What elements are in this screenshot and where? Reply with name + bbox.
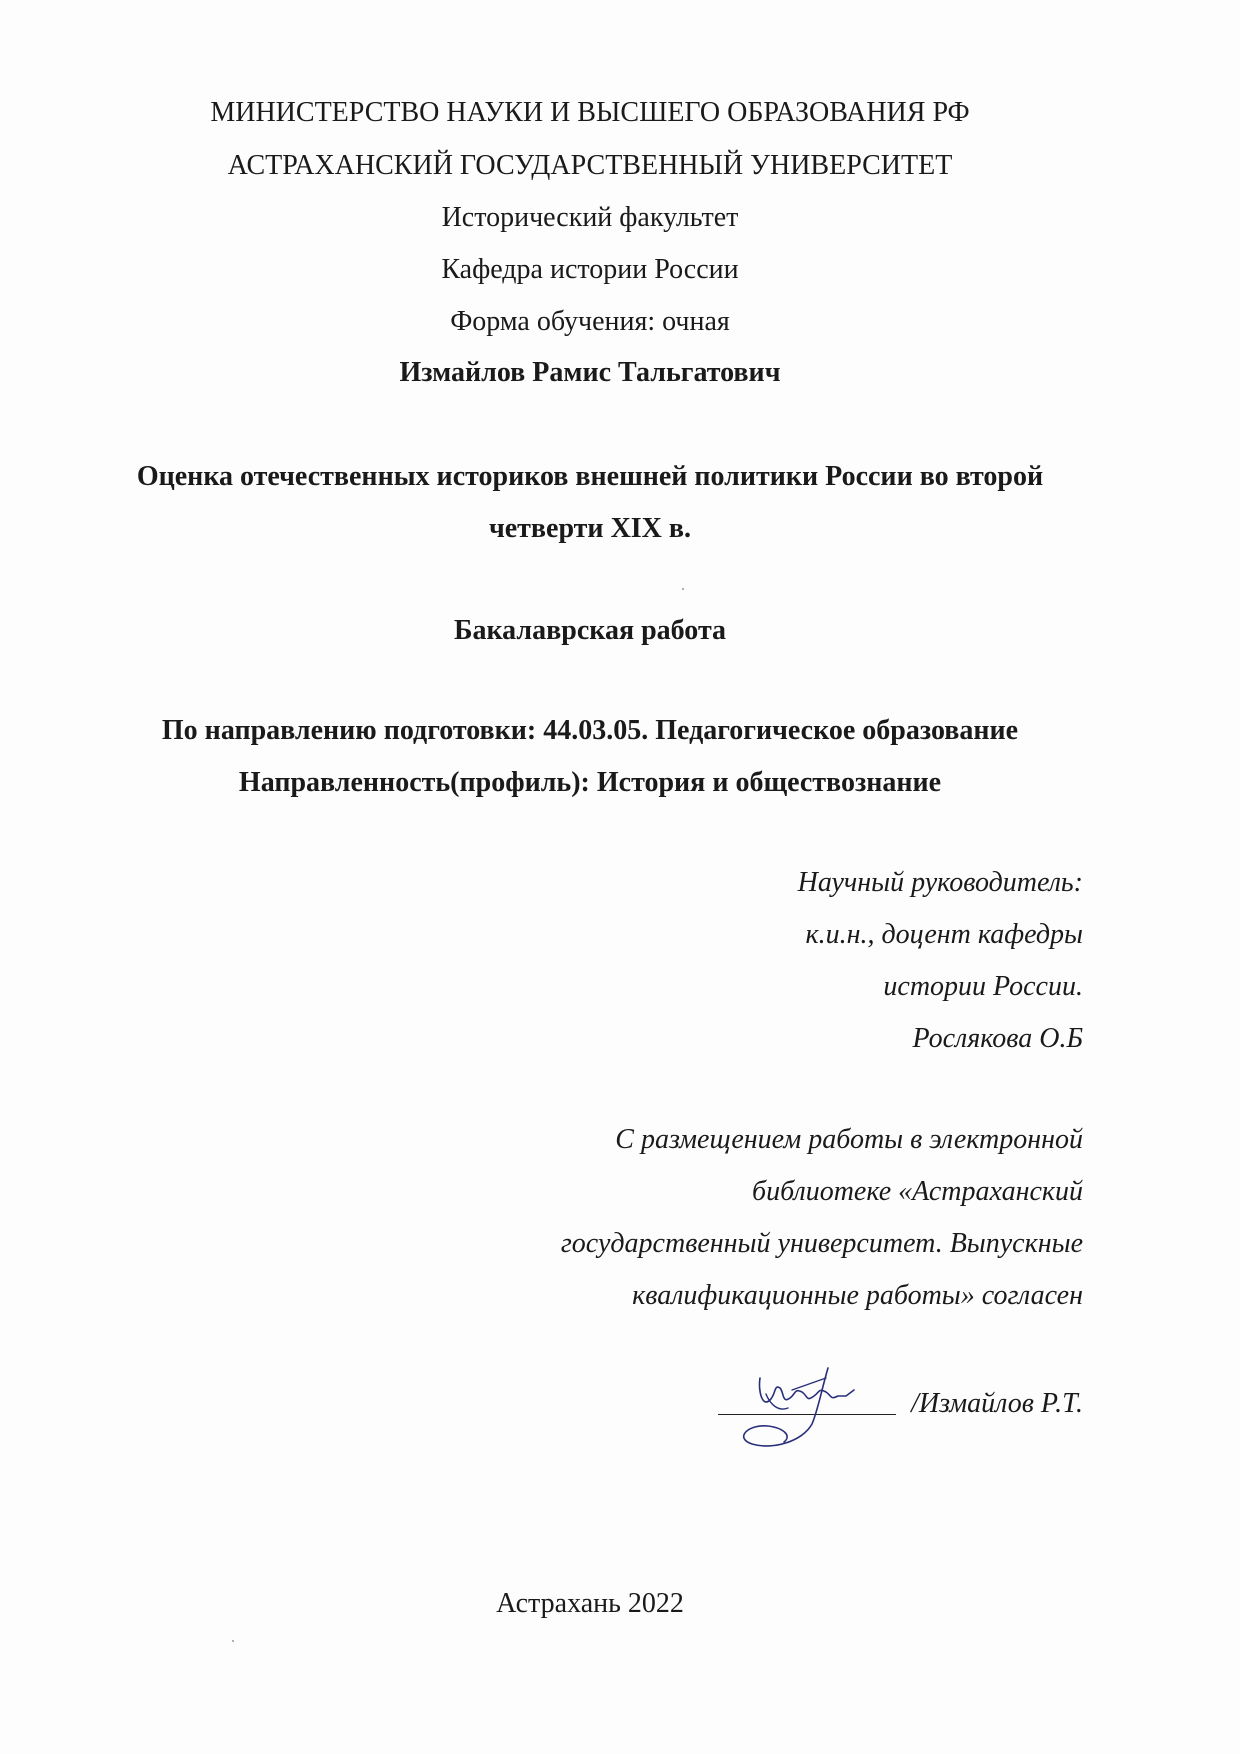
handwritten-signature xyxy=(722,1338,902,1458)
scan-speck xyxy=(682,588,684,590)
scan-speck xyxy=(232,1640,234,1642)
supervisor-degree: к.и.н., доцент кафедры xyxy=(805,919,1083,950)
consent-line-3: государственный университет. Выпускные xyxy=(560,1228,1083,1259)
thesis-title-line-2: четверти XIX в. xyxy=(488,513,692,544)
supervisor-name: Рослякова О.Б xyxy=(912,1023,1083,1054)
supervisor-label: Научный руководитель: xyxy=(797,867,1083,898)
study-program: По направлению подготовки: 44.03.05. Педагогическое образование xyxy=(161,715,1019,746)
thesis-title-line-1: Оценка отечественных историков внешней политики России во второй xyxy=(136,461,1044,492)
study-profile: Направленность(профиль): История и обществознание xyxy=(238,767,942,798)
ministry-heading: МИНИСТЕРСТВО НАУКИ И ВЫСШЕГО ОБРАЗОВАНИЯ РФ xyxy=(210,97,970,128)
consent-line-1: С размещением работы в электронной xyxy=(615,1124,1083,1155)
university-heading: АСТРАХАНСКИЙ ГОСУДАРСТВЕННЫЙ УНИВЕРСИТЕТ xyxy=(227,150,953,181)
consent-line-2: библиотеке «Астраханский xyxy=(752,1176,1083,1207)
signature-name: /Измайлов Р.Т. xyxy=(911,1388,1083,1419)
author-name: Измайлов Рамис Тальгатович xyxy=(399,357,781,388)
study-form-line: Форма обучения: очная xyxy=(450,306,730,337)
faculty-line: Исторический факультет xyxy=(441,202,739,233)
consent-line-4: квалификационные работы» согласен xyxy=(632,1280,1083,1311)
work-type: Бакалаврская работа xyxy=(453,615,727,646)
department-line: Кафедра истории России xyxy=(441,254,739,285)
supervisor-department: истории России. xyxy=(883,971,1083,1002)
city-year: Астрахань 2022 xyxy=(496,1588,684,1619)
